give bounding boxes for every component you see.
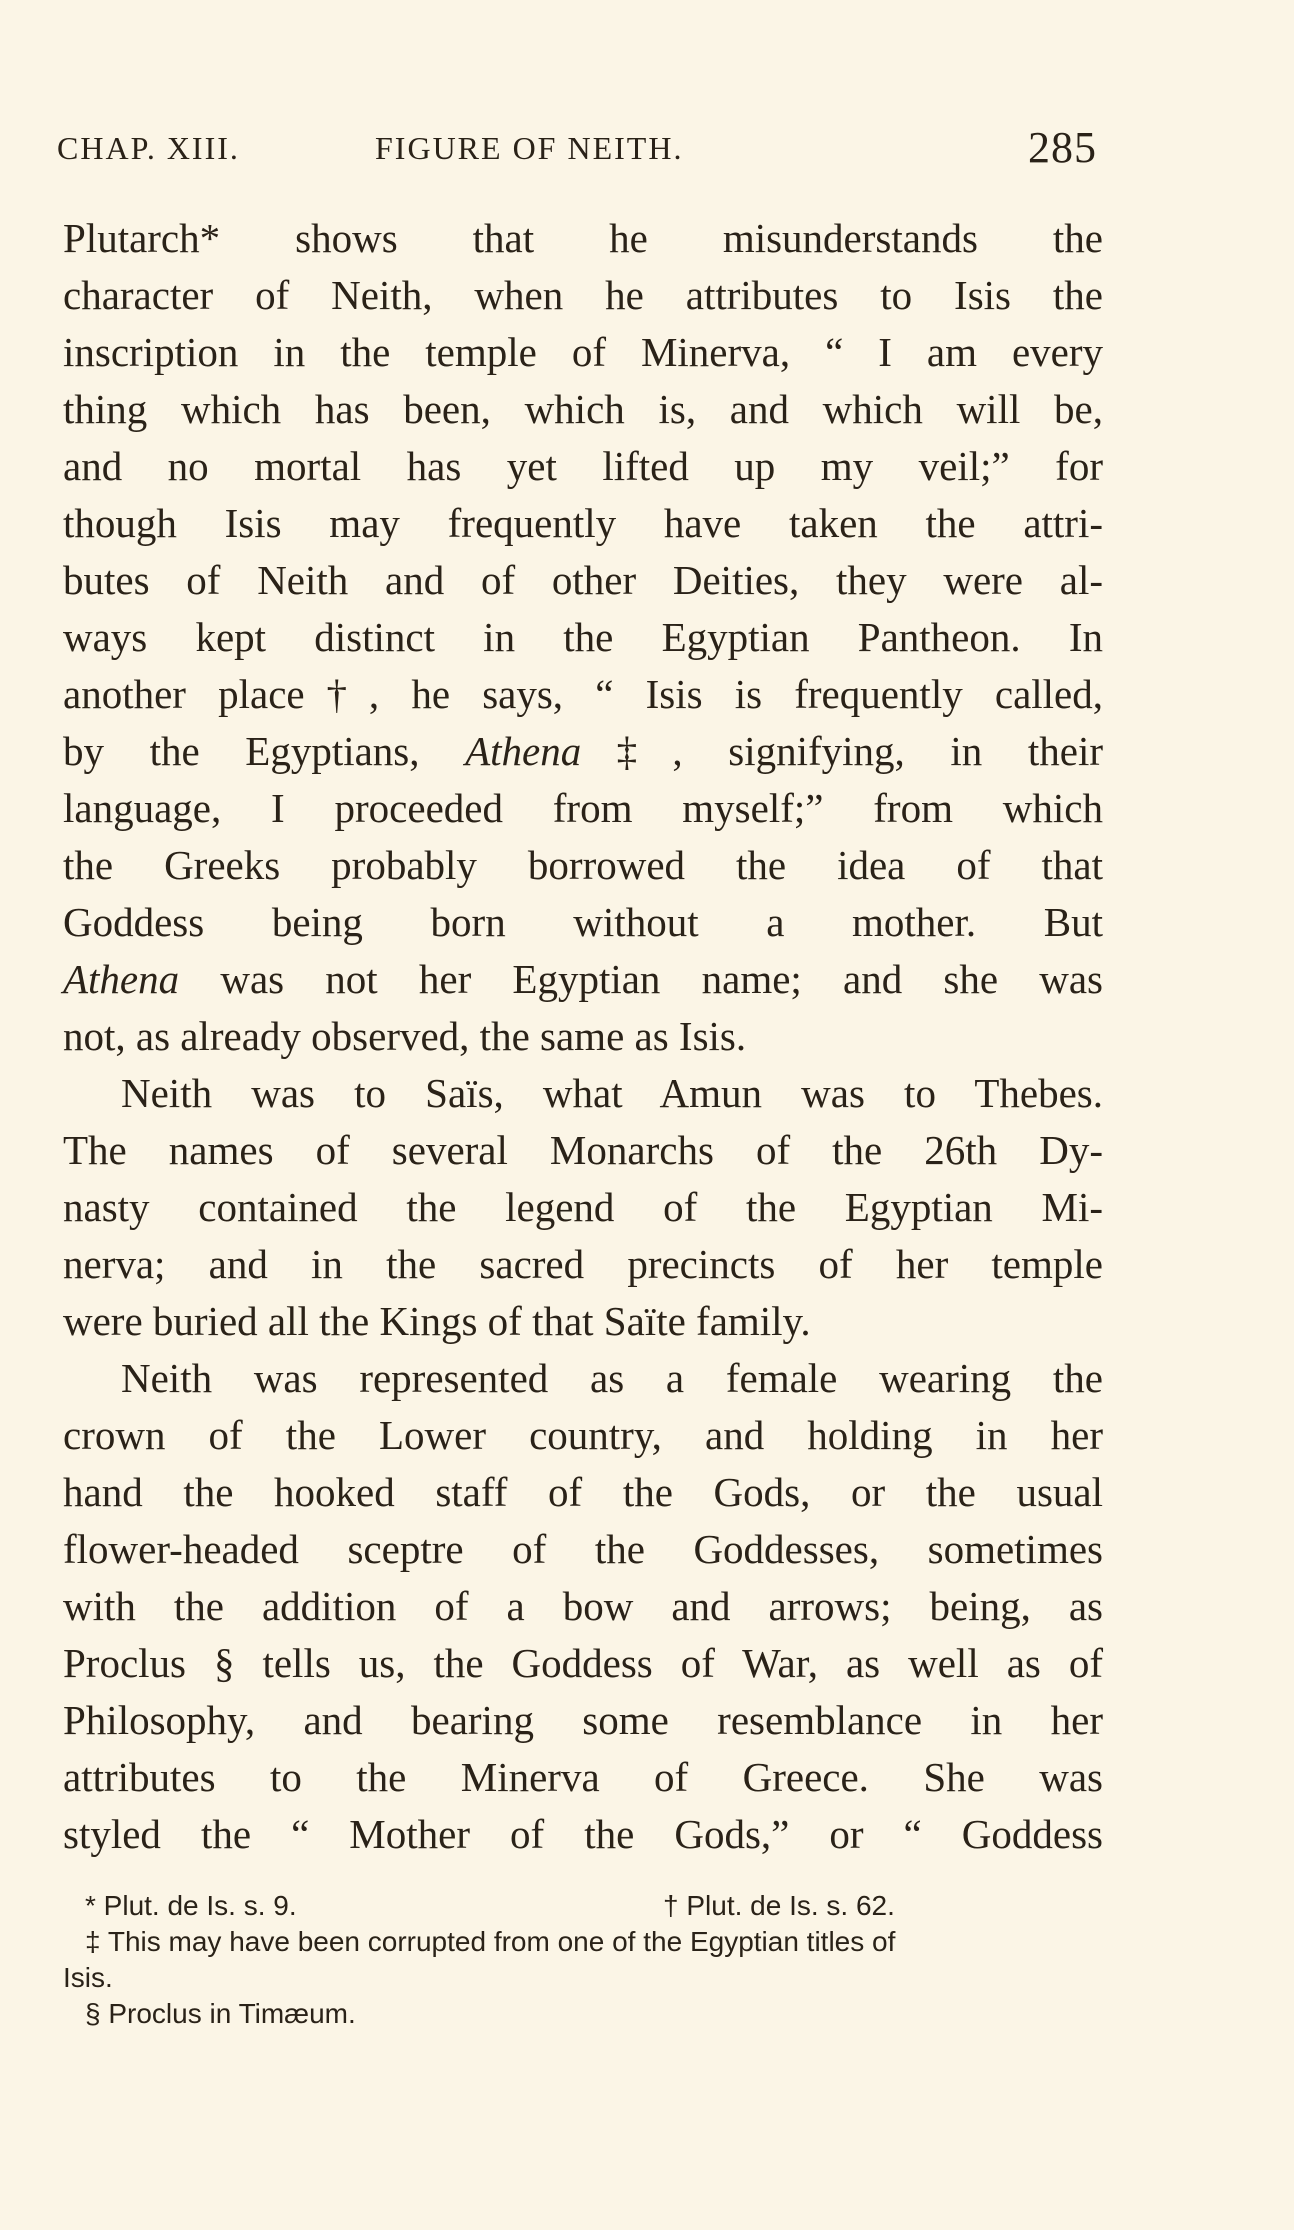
- text-line: [63, 1749, 1103, 1806]
- text-segment: and no mortal has yet lifted up my veil;” for: [63, 443, 1103, 489]
- text-line: [63, 1407, 1103, 1464]
- text-line: [63, 552, 1103, 609]
- footnote-row: [63, 1888, 1103, 1924]
- text-segment: language, I proceeded from myself;” from which: [63, 785, 1103, 831]
- text-line: [63, 381, 1103, 438]
- text-segment: the Greeks probably borrowed the idea of that: [63, 842, 1103, 888]
- text-segment: hand the hooked staff of the Gods, or the usual: [63, 1469, 1103, 1515]
- text-line: [63, 1236, 1103, 1293]
- text-segment: flower-headed sceptre of the Goddesses, sometimes: [63, 1526, 1103, 1572]
- footnote-double-dagger-continuation: Isis.: [63, 1962, 113, 1993]
- italic-word: Athena: [63, 956, 180, 1002]
- running-title: FIGURE OF NEITH.: [375, 130, 684, 166]
- text-segment: Neith was to Saïs, what Amun was to Thebes.: [121, 1070, 1103, 1116]
- text-line: [63, 438, 1103, 495]
- italic-word: Athena: [465, 728, 582, 774]
- text-line: [63, 894, 1103, 951]
- text-segment: The names of several Monarchs of the 26th Dy-: [63, 1127, 1103, 1173]
- text-line: [63, 666, 1103, 723]
- text-line: [63, 495, 1103, 552]
- text-line: [63, 267, 1103, 324]
- footnote-double-dagger: ‡ This may have been corrupted from one of the Egyptian titles of: [85, 1926, 896, 1957]
- text-line: [63, 1065, 1103, 1122]
- text-segment: ways kept distinct in the Egyptian Pantheon. In: [63, 614, 1103, 660]
- text-line: [63, 1008, 1103, 1065]
- text-line: [63, 1293, 1103, 1350]
- text-segment: attributes to the Minerva of Greece. She was: [63, 1754, 1103, 1800]
- text-line: [63, 210, 1103, 267]
- text-segment: crown of the Lower country, and holding in her: [63, 1412, 1103, 1458]
- footnote-row: [63, 1924, 1103, 1960]
- text-segment: another place†, he says, “ Isis is frequently called,: [63, 671, 1103, 717]
- text-line: [63, 1806, 1103, 1863]
- text-line: [63, 1635, 1103, 1692]
- chapter-label: CHAP. XIII.: [57, 130, 240, 166]
- text-segment: nerva; and in the sacred precincts of her temple: [63, 1241, 1103, 1287]
- text-segment: thing which has been, which is, and which will be,: [63, 386, 1103, 432]
- footnote-section: § Proclus in Timæum.: [85, 1998, 356, 2029]
- text-line: [63, 1692, 1103, 1749]
- text-segment: not, as already observed, the same as Isis.: [63, 1013, 747, 1059]
- text-segment: Neith was represented as a female wearing the: [121, 1355, 1103, 1401]
- text-segment: Goddess being born without a mother. But: [63, 899, 1103, 945]
- text-segment: butes of Neith and of other Deities, they were al-: [63, 557, 1103, 603]
- text-line: [63, 1464, 1103, 1521]
- footnote-row: [63, 1996, 1103, 2032]
- text-segment: was not her Egyptian name; and she was: [179, 956, 1103, 1002]
- footnote-star: * Plut. de Is. s. 9.: [85, 1890, 297, 1921]
- text-segment: though Isis may frequently have taken the attri-: [63, 500, 1103, 546]
- text-segment: character of Neith, when he attributes to Isis the: [63, 272, 1103, 318]
- text-segment: ‡, signifying, in their: [581, 728, 1103, 774]
- footnotes: [63, 1888, 1103, 2032]
- text-line: [63, 951, 1103, 1008]
- text-segment: with the addition of a bow and arrows; being, as: [63, 1583, 1103, 1629]
- text-line: [63, 1122, 1103, 1179]
- page-number: 285: [1028, 123, 1097, 172]
- text-segment: styled the “ Mother of the Gods,” or “ Goddess: [63, 1811, 1103, 1857]
- text-line: [63, 1179, 1103, 1236]
- text-line: [63, 1578, 1103, 1635]
- footnote-row: [63, 1960, 1103, 1996]
- text-segment: nasty contained the legend of the Egyptian Mi-: [63, 1184, 1103, 1230]
- footnote-dagger: † Plut. de Is. s. 62.: [663, 1890, 895, 1921]
- text-segment: were buried all the Kings of that Saïte family.: [63, 1298, 811, 1344]
- text-line: [63, 1350, 1103, 1407]
- text-segment: Proclus § tells us, the Goddess of War, as well as of: [63, 1640, 1103, 1686]
- text-line: [63, 1521, 1103, 1578]
- text-line: [63, 324, 1103, 381]
- text-segment: Plutarch* shows that he misunderstands the: [63, 215, 1103, 261]
- text-line: [63, 780, 1103, 837]
- text-segment: by the Egyptians,: [63, 728, 466, 774]
- body-text: [63, 210, 1103, 1863]
- text-segment: inscription in the temple of Minerva, “ I am every: [63, 329, 1103, 375]
- running-header: [57, 122, 1097, 174]
- text-line: [63, 837, 1103, 894]
- text-segment: Philosophy, and bearing some resemblance in her: [63, 1697, 1103, 1743]
- text-line: [63, 723, 1103, 780]
- text-line: [63, 609, 1103, 666]
